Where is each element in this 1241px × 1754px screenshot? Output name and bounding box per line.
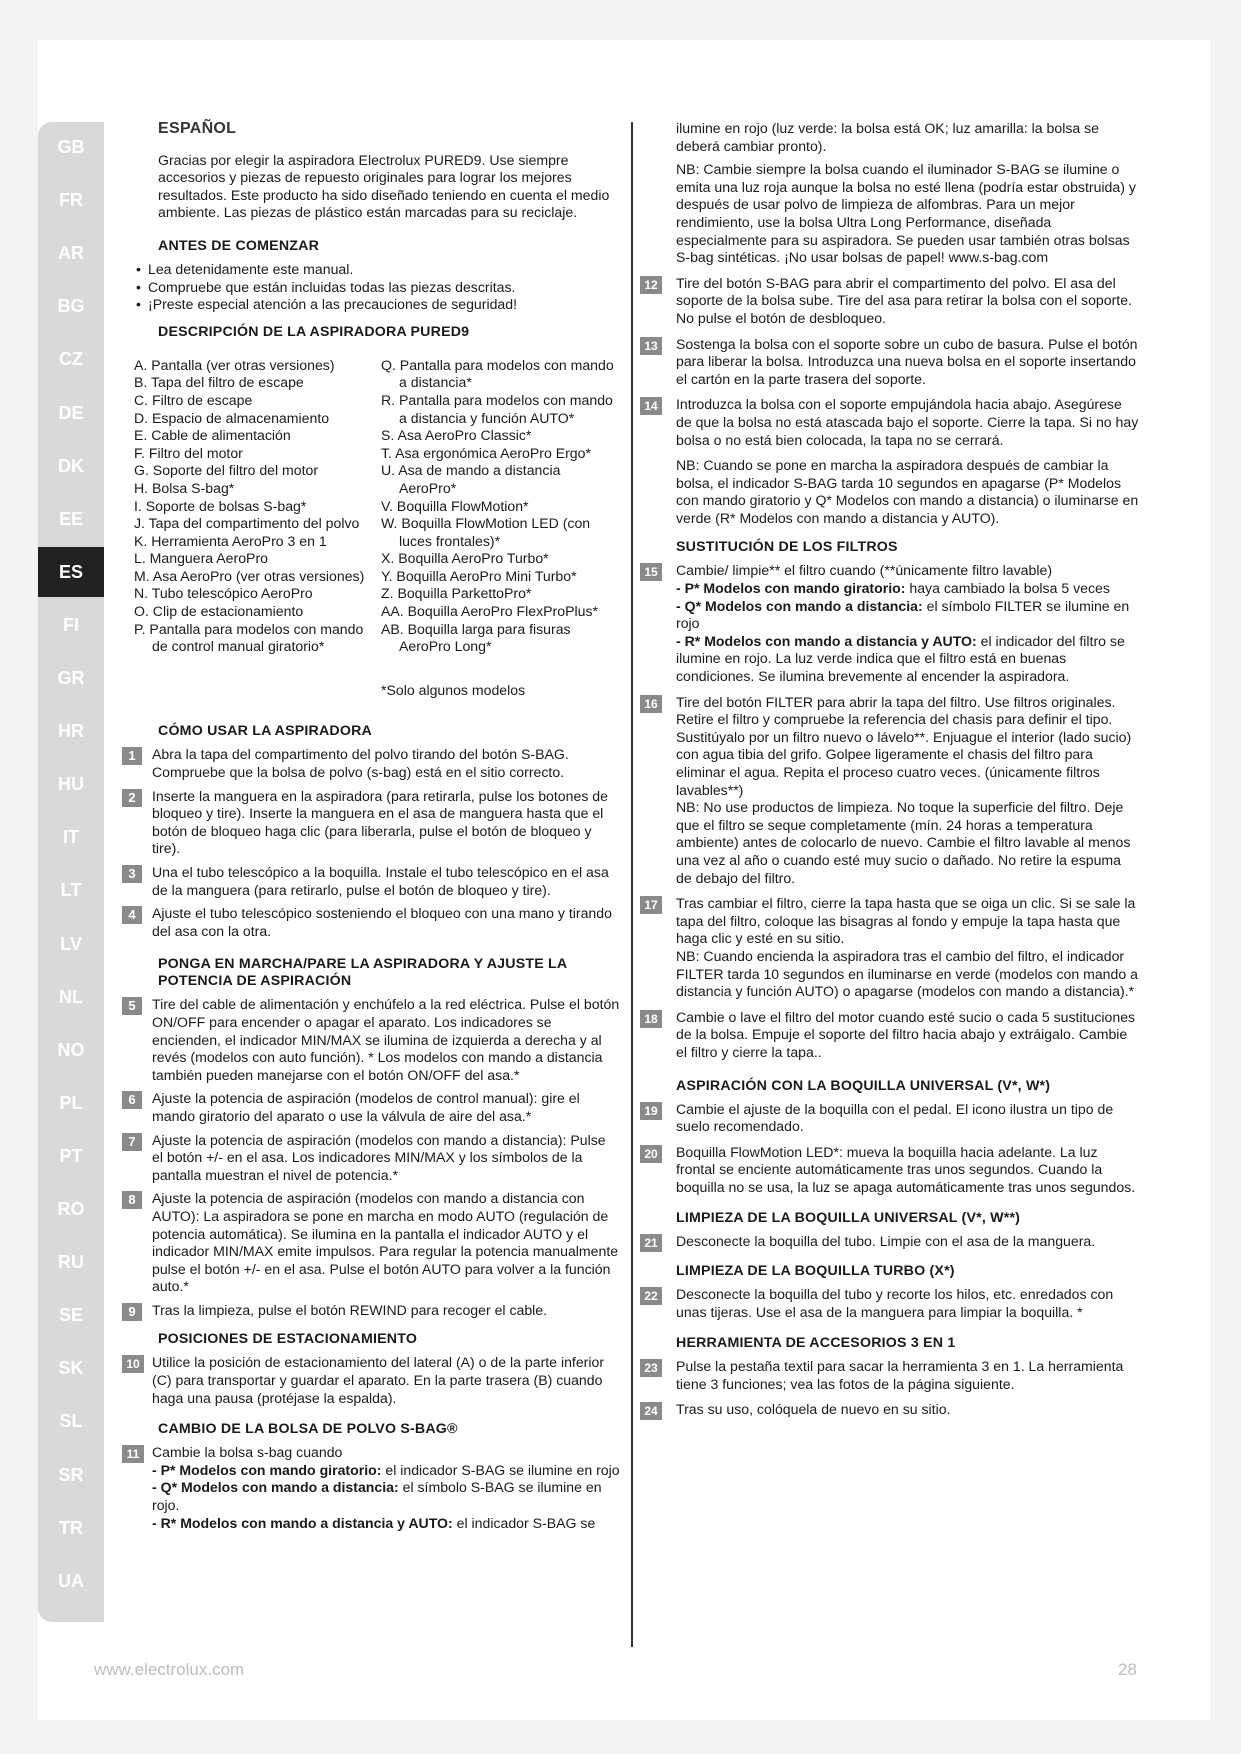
part-item: AA. Boquilla AeroPro FlexProPlus* (381, 603, 598, 620)
step-number: 7 (122, 1133, 142, 1151)
language-tab-cz[interactable]: CZ (59, 349, 83, 370)
language-tab-fr[interactable]: FR (59, 190, 83, 211)
step-text: Abra la tapa del compartimento del polvo tirando del botón S-BAG. Compruebe que la bolsa de polvo (s-bag) está en el sitio correcto. (152, 746, 569, 781)
language-tab-ee[interactable]: EE (58, 508, 83, 529)
model-r-label: - R* Modelos con mando a distancia y AUTO: (676, 632, 977, 649)
step-text: Ajuste la potencia de aspiración (modelos de control manual): gire el mando giratorio del aparato o use la válvula de aire del asa.* (152, 1090, 580, 1124)
step-number: 17 (640, 896, 662, 914)
intro-text: Gracias por elegir la aspiradora Electrolux PURED9. Use siempre accesorios y piezas de repuesto originales para lograr los mejores resultados. Este producto ha sido diseñado teniendo en cuenta el medio ambiente. Las piezas de plástico están marcadas para su reciclaje. (158, 151, 610, 221)
step-text: Inserte la manguera en la aspiradora (para retirarla, pulse los botones de bloqueo y tire). Inserte la manguera en el asa de manguera hasta que el botón de bloqueo haga clic (para liberarla, pulse el botón de bloqueo y tire). (152, 787, 608, 857)
step-number: 3 (122, 865, 142, 883)
language-tab-gb[interactable]: GB (57, 137, 85, 157)
step-number: 15 (640, 563, 662, 581)
part-item: U. Asa de mando a distancia AeroPro* (381, 462, 561, 496)
accessory-tool-heading: HERRAMIENTA DE ACCESORIOS 3 EN 1 (676, 1335, 956, 1352)
step-text: Tras cambiar el filtro, cierre la tapa hasta que se oiga un clic. Si se sale la tapa del filtro, coloque las bisagras al fondo y empuje la tapa hasta que haga clic y esté en su sitio. (676, 895, 1136, 947)
part-item: X. Boquilla AeroPro Turbo* (381, 550, 549, 567)
note-text: NB: Cuando se pone en marcha la aspiradora después de cambiar la bolsa, el indicador S-BAG tarda 10 segundos en apagarse (P* Modelos con mando giratorio y Q* Modelos con mando a distancia) o iluminarse en verde (R* Modelos con mando a distancia y AUTO). (676, 457, 1139, 526)
step-number: 6 (122, 1091, 142, 1109)
model-p-label: - P* Modelos con mando giratorio: (152, 1461, 382, 1478)
note-text: NB: Cuando encienda la aspiradora tras el cambio del filtro, el indicador FILTER tarda 10 segundos en iluminarse en verde (modelos con mando a distancia y función AUTO) o apagarse (modelos con mando a distancia).* (676, 947, 1138, 1000)
step-item (640, 1286, 1140, 1321)
step-text: Ajuste la potencia de aspiración (modelos con mando a distancia): Pulse el botón +/- en el asa. Los indicadores MIN/MAX y los símbolos de la pantalla muestran el nivel de potencia.* (152, 1131, 606, 1183)
step-item (640, 1358, 1140, 1393)
step-number: 2 (122, 789, 142, 807)
step-text: Cambie la bolsa s-bag cuando (152, 1444, 343, 1461)
part-item: N. Tubo telescópico AeroPro (134, 585, 313, 602)
model-q-label: - Q* Modelos con mando a distancia: (676, 597, 923, 614)
language-tab-sl[interactable]: SL (59, 1411, 83, 1432)
start-stop-heading: PONGA EN MARCHA/PARE LA ASPIRADORA Y AJUSTE LA POTENCIA DE ASPIRACIÓN (158, 956, 567, 990)
before-list (120, 261, 620, 314)
language-tab-hr[interactable]: HR (58, 721, 84, 742)
part-item: A. Pantalla (ver otras versiones) (134, 356, 335, 373)
footer-url[interactable]: www.electrolux.com (94, 1660, 245, 1679)
language-tab-fi[interactable]: FI (63, 614, 79, 635)
step-item (640, 1101, 1140, 1136)
language-tab-no[interactable]: NO (57, 1039, 85, 1060)
part-item: K. Herramienta AeroPro 3 en 1 (134, 532, 327, 549)
parts-column-left (134, 357, 373, 700)
step-number: 1 (122, 747, 142, 765)
step-text: Cambie/ limpie** el filtro cuando (**únicamente filtro lavable) (676, 562, 1053, 579)
step-number: 18 (640, 1010, 662, 1028)
note-text: NB: No use productos de limpieza. No toque la superficie del filtro. Deje que el filtro se seque completamente (mín. 24 horas a temperatura ambiente) antes de colocarlo de nuevo. Cambie el filtro lavable al menos una vez al año o cuando esté muy sucio o dañado. No retire la espuma de debajo del filtro. (676, 799, 1131, 886)
step-item (640, 396, 1140, 449)
part-item: H. Bolsa S-bag* (134, 479, 235, 496)
step-item (640, 1401, 1140, 1419)
model-r-text: el indicador S-BAG se (452, 1514, 596, 1531)
step-text: Introduzca la bolsa con el soporte empujándola hacia abajo. Asegúrese de que la bolsa no está atascada bajo el soporte. Cierre la tapa. Si no hay bolsa o no está bien colocada, la tapa no se cerrará. (676, 396, 1139, 448)
model-p-label: - P* Modelos con mando giratorio: (676, 580, 906, 597)
description-heading: DESCRIPCIÓN DE LA ASPIRADORA PURED9 (158, 323, 470, 340)
language-tab-nl[interactable]: NL (59, 986, 83, 1007)
step-text: Ajuste el tubo telescópico sosteniendo el bloqueo con una mano y tirando del asa con la otra. (152, 905, 612, 939)
model-q-label: - Q* Modelos con mando a distancia: (152, 1479, 399, 1496)
step-text: Boquilla FlowMotion LED*: mueva la boquilla hacia adelante. La luz frontal se enciente automáticamente tras unos segundos. Cuando la boquilla no se usa, la luz se apaga automáticamente tras unos segundos. (676, 1143, 1136, 1195)
step-text: Tire del botón S-BAG para abrir el compartimento del polvo. El asa del soporte de la bolsa sube. Tire del asa para retirar la bolsa con el soporte. No pulse el botón de desbloqueo. (676, 274, 1132, 326)
language-tab-lv[interactable]: LV (60, 933, 82, 954)
step-item (640, 336, 1140, 389)
steps-start-stop (120, 996, 620, 1319)
part-item: T. Asa ergonómica AeroPro Ergo* (381, 444, 591, 461)
part-item: F. Filtro del motor (134, 444, 243, 461)
part-item: I. Soporte de bolsas S-bag* (134, 497, 307, 514)
list-item: • ¡Preste especial atención a las precauciones de seguridad! (138, 296, 620, 314)
steps-universal-nozzle (640, 1101, 1140, 1197)
bag-change-heading: CAMBIO DE LA BOLSA DE POLVO S-BAG® (158, 1421, 458, 1438)
step-number: 23 (640, 1359, 662, 1377)
step-item (640, 694, 1140, 888)
language-tab-ar[interactable]: AR (58, 243, 84, 264)
before-heading: ANTES DE COMENZAR (158, 237, 320, 254)
filter-heading: SUSTITUCIÓN DE LOS FILTROS (676, 539, 898, 556)
step-item (120, 864, 620, 899)
step-text: Desconecte la boquilla del tubo. Limpie con el asa de la manguera. (676, 1233, 1096, 1250)
step-number: 8 (122, 1191, 142, 1209)
list-item: • Compruebe que están incluidas todas las piezas descritas. (138, 279, 620, 297)
language-tab-es[interactable]: ES (38, 547, 104, 597)
part-item: E. Cable de alimentación (134, 427, 291, 444)
part-item: O. Clip de estacionamiento (134, 603, 304, 620)
language-tab-ua[interactable]: UA (58, 1570, 84, 1591)
part-item: AB. Boquilla larga para fisuras AeroPro Long* (381, 620, 571, 655)
step-item (120, 1190, 620, 1296)
list-item: • Lea detenidamente este manual. (138, 261, 620, 279)
language-tab-sk[interactable]: SK (58, 1358, 84, 1379)
step-text: Tras la limpieza, pulse el botón REWIND para recoger el cable. (152, 1301, 548, 1318)
step-text: Tras su uso, colóquela de nuevo en su sitio. (676, 1401, 951, 1418)
step-text: Cambie o lave el filtro del motor cuando esté sucio o cada 5 sustituciones de la bolsa. Empuje el soporte del filtro hacia abajo y extráigalo. Cambie el filtro y cierre la tapa.. (676, 1008, 1136, 1060)
step-item (640, 1144, 1140, 1197)
left-column (120, 120, 620, 1538)
continued-text: ilumine en rojo (luz verde: la bolsa está OK; luz amarilla: la bolsa se deberá cambiar pronto). (676, 120, 1100, 154)
step-item (120, 1444, 620, 1532)
page-number: 28 (1118, 1660, 1137, 1679)
part-item: G. Soporte del filtro del motor (134, 462, 319, 479)
step-text: Pulse la pestaña textil para sacar la herramienta 3 en 1. La herramienta tiene 3 funciones; vea las fotos de la página siguiente. (676, 1358, 1124, 1392)
step-number: 5 (122, 997, 142, 1015)
step-text: Ajuste la potencia de aspiración (modelos con mando a distancia con AUTO): La aspiradora se pone en marcha en modo AUTO (regulación de potencia automática). Se ilumina en la pantalla el indicador AUTO y el indicador MIN/MAX emite impulsos. Para regular la potencia manualmente pulse el botón +/- en el asa. Pulse el botón AUTO para volver a la función auto.* (152, 1190, 619, 1295)
step-number: 10 (122, 1355, 144, 1373)
parts-list (134, 357, 620, 700)
step-item (640, 562, 1140, 685)
turbo-cleaning-heading: LIMPIEZA DE LA BOQUILLA TURBO (X*) (676, 1263, 955, 1280)
part-item: M. Asa AeroPro (ver otras versiones) (134, 567, 365, 584)
model-q-text: el símbolo FILTER se ilumine en rojo (676, 597, 1130, 632)
right-column (640, 120, 1140, 1427)
part-item: W. Boquilla FlowMotion LED (con luces frontales)* (381, 515, 591, 549)
language-tab-se[interactable]: SE (58, 1305, 83, 1326)
parts-note: *Solo algunos modelos (381, 681, 526, 698)
steps-bag-change (640, 275, 1140, 449)
language-tab-pl[interactable]: PL (59, 1092, 83, 1113)
language-tab-bar (38, 122, 104, 1622)
part-item: Q. Pantalla para modelos con mando a distancia* (381, 356, 614, 391)
part-item: V. Boquilla FlowMotion* (381, 497, 529, 514)
language-tab-lt[interactable]: LT (60, 880, 82, 901)
parking-heading: POSICIONES DE ESTACIONAMIENTO (158, 1331, 418, 1348)
step-item (120, 788, 620, 858)
part-item: Z. Boquilla ParkettoPro* (381, 585, 532, 602)
part-item: S. Asa AeroPro Classic* (381, 427, 532, 444)
step-item (640, 895, 1140, 1001)
step-number: 9 (122, 1303, 142, 1321)
step-text: Utilice la posición de estacionamiento del lateral (A) o de la parte inferior (C) para transportar y guardar el aparato. En la parte trasera (B) cuando haga una pausa (protéjase la espalda). (152, 1354, 605, 1406)
step-text: Sostenga la bolsa con el soporte sobre un cubo de basura. Pulse el botón para liberar la bolsa. Introduzca una nueva bolsa en el soporte insertando el cartón en la parte trasera del soporte. (676, 335, 1138, 387)
part-item: R. Pantalla para modelos con mando a distancia y función AUTO* (381, 391, 613, 426)
page-title: ESPAÑOL (158, 120, 237, 137)
language-tab-gr[interactable]: GR (57, 668, 85, 688)
language-tab-ru[interactable]: RU (58, 1252, 84, 1273)
step-item (120, 1132, 620, 1185)
model-q-text: el símbolo S-BAG se ilumine en rojo. (152, 1479, 602, 1514)
step-number: 16 (640, 695, 662, 713)
step-text: Desconecte la boquilla del tubo y recorte los hilos, etc. enredados con unas tijeras. Use el asa de la manguera para limpiar la boquilla. * (676, 1286, 1114, 1320)
language-tab-de[interactable]: DE (58, 402, 84, 423)
part-item: D. Espacio de almacenamiento (134, 409, 330, 426)
model-r-label: - R* Modelos con mando a distancia y AUTO: (152, 1514, 453, 1531)
step-item (120, 746, 620, 781)
language-tab-it[interactable]: IT (63, 827, 79, 848)
step-number: 14 (640, 397, 662, 415)
language-tab-dk[interactable]: DK (58, 455, 84, 476)
language-tab-ro[interactable]: RO (57, 1199, 85, 1219)
part-item: B. Tapa del filtro de escape (134, 374, 304, 391)
step-item (120, 1354, 620, 1407)
how-to-use-heading: CÓMO USAR LA ASPIRADORA (158, 723, 372, 740)
step-number: 20 (640, 1145, 662, 1163)
step-item (120, 905, 620, 940)
part-item: C. Filtro de escape (134, 391, 253, 408)
language-tab-bg[interactable]: BG (57, 296, 85, 317)
steps-accessory-tool (640, 1358, 1140, 1419)
language-tab-pt[interactable]: PT (59, 1145, 83, 1166)
step-item (640, 1009, 1140, 1062)
step-item (640, 1233, 1140, 1251)
step-text: Una el tubo telescópico a la boquilla. Instale el tubo telescópico en el asa de la manguera (para retirarlo, pulse el botón de bloqueo y tire). (152, 864, 609, 898)
step-text: Cambie el ajuste de la boquilla con el pedal. El icono ilustra un tipo de suelo recomendado. (676, 1100, 1114, 1135)
language-tab-hu[interactable]: HU (58, 774, 84, 795)
step-text: Tire del cable de alimentación y enchúfelo a la red eléctrica. Pulse el botón ON/OFF para encender o apagar el aparato. Los indicadores se encienden, el indicador MIN/MAX se ilumina de izquierda a derecha y al revés (modelos con auto función). * Los modelos con mando a distancia también pueden manejarse con el botón ON/OFF del asa.* (152, 996, 620, 1083)
steps-filters (640, 694, 1140, 1062)
step-number: 12 (640, 276, 662, 294)
part-item: J. Tapa del compartimento del polvo (134, 515, 360, 532)
step-number: 19 (640, 1102, 662, 1120)
part-item: Y. Boquilla AeroPro Mini Turbo* (381, 567, 577, 584)
part-item: L. Manguera AeroPro (134, 550, 268, 567)
part-item: P. Pantalla para modelos con mando de control manual giratorio* (134, 620, 364, 655)
steps-how-to-use (120, 746, 620, 940)
step-number: 11 (122, 1445, 144, 1463)
step-item (640, 275, 1140, 328)
column-divider (631, 122, 633, 1647)
model-p-text: el indicador S-BAG se ilumine en rojo (381, 1461, 620, 1478)
step-number: 21 (640, 1234, 662, 1252)
universal-cleaning-heading: LIMPIEZA DE LA BOQUILLA UNIVERSAL (V*, W**) (676, 1210, 1021, 1227)
language-tab-tr[interactable]: TR (59, 1517, 83, 1538)
note-text: NB: Cambie siempre la bolsa cuando el iluminador S-BAG se ilumine o emita una luz roja aunque la bolsa no esté llena (podría estar obstruida) y después de usar polvo de limpieza de alfombras. Para un mejor rendimiento, use la bolsa Ultra Long Performance, diseñada especialmente para su aspiradora. Se pueden usar también otras bolsas S-bag sintéticas. ¡No usar bolsas de papel! www.s-bag.com (676, 161, 1136, 266)
step-number: 4 (122, 906, 142, 924)
step-item (120, 996, 620, 1084)
step-number: 22 (640, 1287, 662, 1305)
step-number: 24 (640, 1402, 662, 1420)
model-r-text: el indicador del filtro se ilumine en rojo. La luz verde indica que el filtro está en buenas condiciones. Se ilumina brevemente al encender la aspiradora. (676, 632, 1125, 685)
step-item (120, 1302, 620, 1320)
universal-nozzle-heading: ASPIRACIÓN CON LA BOQUILLA UNIVERSAL (V*, W*) (676, 1077, 1051, 1094)
step-item (120, 1090, 620, 1125)
parts-column-right (373, 357, 620, 700)
step-text: Tire del botón FILTER para abrir la tapa del filtro. Use filtros originales. Retire el filtro y compruebe la referencia del chasis para definir el tipo. Sustitúyalo por un filtro nuevo o lávelo**. Enjuague el interior (lado sucio) con agua tibia del grifo. Golpee ligeramente el chasis del filtro para eliminar el agua. Repita el proceso cuatro veces. (únicamente filtros lavables**) (676, 693, 1132, 798)
language-tab-sr[interactable]: SR (58, 1464, 84, 1485)
model-p-text: haya cambiado la bolsa 5 veces (905, 580, 1110, 597)
step-number: 13 (640, 337, 662, 355)
